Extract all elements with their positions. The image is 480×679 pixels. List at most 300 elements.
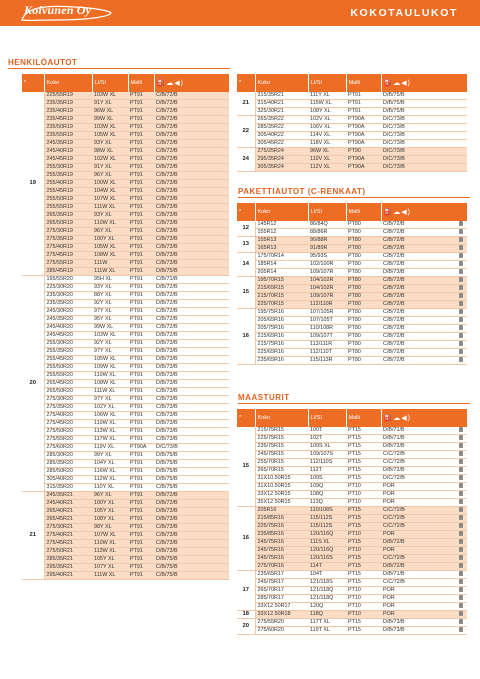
tire-size — [44, 524, 92, 532]
load-speed-index — [92, 372, 128, 380]
load-speed-index-text: 107W XL — [94, 196, 117, 202]
load-speed-index-text: 111W XL — [94, 388, 116, 394]
load-speed-index-text: 102/100R — [310, 261, 334, 267]
tire-size-text: 275/30R19 — [46, 228, 73, 234]
load-speed-index-text: 99Y XL — [94, 452, 112, 458]
table-row — [237, 124, 467, 132]
tire-model — [128, 508, 154, 516]
eu-label-values-text: D/B/72/B — [156, 164, 178, 170]
tire-model-text: PT15 — [348, 523, 361, 529]
load-speed-index — [308, 349, 346, 357]
load-speed-index — [308, 451, 346, 459]
table-row — [237, 611, 467, 619]
eu-label-values-text: D/B/75/B — [156, 460, 178, 466]
eu-label-values-text: C/B/72/B — [383, 333, 405, 339]
tire-model-text: PT15 — [348, 427, 361, 433]
eu-label-values-text: C/B/75/B — [156, 572, 178, 578]
eu-label-values — [154, 108, 229, 116]
tire-size-text: 205/65R16 — [257, 317, 284, 323]
load-speed-index-text: 96W XL — [94, 108, 114, 114]
tire-size-text: 255/35R19 — [46, 172, 73, 178]
load-speed-index-text: 112/110R — [310, 301, 333, 307]
load-speed-index-text: 121/118Q — [310, 595, 334, 601]
eu-label-values-text: D/B/73/B — [156, 428, 178, 434]
noise-label-icon — [459, 627, 463, 632]
tire-size-text: 245/35R20 — [46, 316, 73, 322]
tire-model-text: PT91 — [348, 92, 361, 98]
table-row — [22, 340, 229, 348]
tire-size-text: 275/50R21 — [46, 548, 73, 554]
tire-model — [128, 332, 154, 340]
tire-size-text: 235/35R19 — [46, 100, 73, 106]
tire-model — [128, 284, 154, 292]
table-row — [22, 148, 229, 156]
tire-model-text: PT91 — [130, 348, 143, 354]
tire-model — [346, 619, 381, 627]
load-speed-index-text: 106V XL — [310, 124, 331, 130]
eu-label-values-text: D/B/73/B — [156, 420, 178, 426]
tire-size-text: 275/45R20 — [46, 420, 73, 426]
tire-model — [346, 325, 381, 333]
load-speed-index-text: 96W XL — [310, 148, 330, 154]
load-speed-index-text: 112T — [310, 467, 322, 473]
tire-model-text: PT10 — [348, 547, 361, 553]
load-speed-index — [92, 188, 128, 196]
load-speed-index-text: 115W XL — [310, 100, 332, 106]
tire-model-text: PT15 — [348, 619, 361, 625]
tire-size-text: 225/65R16 — [257, 349, 284, 355]
eu-label-values — [154, 452, 229, 460]
table-row — [237, 467, 467, 475]
tire-size-text: 255/55R19 — [46, 204, 73, 210]
load-speed-index — [92, 132, 128, 140]
eu-label-values — [381, 325, 467, 333]
eu-label-values-text: C/B/72/B — [383, 357, 405, 363]
tire-size — [255, 261, 308, 269]
noise-label-icon — [459, 317, 463, 322]
tire-model — [128, 548, 154, 556]
table-row — [237, 515, 467, 523]
tire-size-text: 235/45R19 — [46, 116, 73, 122]
tire-model-text: PT15 — [348, 571, 361, 577]
eu-label-values — [381, 357, 467, 365]
tire-size — [255, 547, 308, 555]
load-speed-index-text: 93Y XL — [94, 284, 112, 290]
eu-label-values-text: D/B/72/B — [156, 100, 178, 106]
eu-label-values-text: D/B/73/B — [156, 356, 178, 362]
noise-label-icon — [459, 467, 463, 472]
eu-label-values — [154, 252, 229, 260]
load-speed-index — [92, 348, 128, 356]
eu-label-values — [154, 260, 229, 268]
rim-size: 13 — [237, 237, 255, 253]
load-speed-index — [308, 333, 346, 341]
table-row — [237, 357, 467, 365]
eu-label-values-text: C/B/73/B — [156, 172, 178, 178]
rim-size: 15 — [237, 427, 255, 507]
load-speed-index-text: 91Y XL — [94, 164, 112, 170]
tire-size-text: 285/70R17 — [257, 595, 284, 601]
load-speed-index — [308, 309, 346, 317]
tire-model-text: PT80 — [348, 229, 361, 235]
tire-size — [44, 452, 92, 460]
load-speed-index — [92, 460, 128, 468]
eu-label-values-text: C/B/72/B — [156, 316, 178, 322]
tire-model — [346, 156, 381, 164]
table-row — [22, 380, 229, 388]
tire-size-text: 245/75R16 — [257, 539, 284, 545]
eu-label-values-text: D/B/73/B — [156, 516, 178, 522]
tire-model-text: PT91 — [130, 308, 143, 314]
tire-size — [44, 316, 92, 324]
tire-model-text: PT91 — [130, 556, 143, 562]
load-speed-index-text: 105Y XL — [94, 508, 115, 514]
tire-size-text: 275/55R19 — [46, 260, 73, 266]
tire-size-text: 215/75R15 — [257, 427, 284, 433]
load-speed-index — [308, 301, 346, 309]
load-speed-index — [308, 547, 346, 555]
load-speed-index-text: 113/111R — [310, 341, 333, 347]
tire-model-text: PT91 — [130, 204, 143, 210]
load-speed-index-text: 121/118S — [310, 579, 333, 585]
eu-label-values-text: D/B/72/B — [156, 500, 178, 506]
table-row — [237, 603, 467, 611]
eu-label-values — [154, 148, 229, 156]
tire-model — [128, 340, 154, 348]
load-speed-index — [308, 277, 346, 285]
tire-model — [128, 300, 154, 308]
eu-label-values-text: D/B/71/B — [383, 427, 405, 433]
tire-size-text: 305/40R20 — [46, 476, 73, 482]
tire-model — [346, 124, 381, 132]
rim-size: 12 — [237, 221, 255, 237]
tire-model-text: PT91 — [130, 284, 143, 290]
eu-label-values-text: D/B/73/B — [156, 364, 178, 370]
tire-size — [255, 595, 308, 603]
eu-label-values — [381, 148, 467, 156]
load-speed-index-text: 115/113R — [310, 357, 333, 363]
tire-model — [128, 228, 154, 236]
load-speed-index-text: 104/102R — [310, 277, 334, 283]
eu-label-values — [154, 356, 229, 364]
load-speed-index-text: 88/86R — [310, 229, 328, 235]
load-speed-index-text: 95/93S — [310, 253, 328, 259]
tire-model-text: PT91 — [130, 132, 143, 138]
eu-label-values — [154, 420, 229, 428]
eu-label-values-text: D/B/75/B — [383, 92, 405, 98]
table-row — [22, 172, 229, 180]
eu-label-values-text: C/B/72/B — [156, 92, 178, 98]
eu-label-values-text: D/B/72/B — [156, 332, 178, 338]
table-row — [22, 268, 229, 276]
eu-label-values-text: D/C/73/B — [383, 124, 405, 130]
tire-size-text: 305/40R22 — [257, 132, 284, 138]
tire-size-text: 235/85R16 — [257, 531, 284, 537]
load-speed-index — [308, 459, 346, 467]
eu-label-values — [154, 572, 229, 580]
load-speed-index-text: 100Y XL — [94, 236, 115, 242]
table-row — [237, 341, 467, 349]
noise-label-icon — [459, 309, 463, 314]
tire-size-text: 245/40R19 — [46, 148, 73, 154]
table-row — [22, 452, 229, 460]
tire-size — [44, 156, 92, 164]
tire-size-text: 305/45R22 — [257, 140, 284, 146]
tire-size — [44, 508, 92, 516]
load-speed-index-text: 111S XL — [310, 539, 330, 545]
tire-size-text: 265/45R20 — [46, 380, 73, 386]
tire-size — [255, 325, 308, 333]
eu-label-values — [381, 156, 467, 164]
tire-model — [128, 468, 154, 476]
tire-size-text: 245/75R16 — [257, 547, 284, 553]
eu-label-values-text: D/B/73/B — [156, 348, 178, 354]
tire-size — [255, 269, 308, 277]
load-speed-index — [308, 467, 346, 475]
eu-label-values-text: C/B/72/B — [383, 285, 405, 291]
load-speed-index-text: 117W XL — [94, 436, 116, 442]
rim-size: 20 — [237, 619, 255, 635]
load-speed-index-text: 103W XL — [94, 332, 117, 338]
section-rule — [238, 197, 470, 198]
tire-model-text: PT91 — [130, 228, 143, 234]
load-speed-index — [92, 172, 128, 180]
tire-size — [255, 108, 308, 116]
tire-model — [128, 516, 154, 524]
tire-size-text: 195/55R20 — [46, 276, 73, 282]
load-speed-index-text: 110W XL — [94, 420, 116, 426]
col-malli: Malli — [346, 74, 381, 92]
noise-label-icon — [459, 357, 463, 362]
tire-model-text: PT90A — [348, 164, 365, 170]
tire-model — [346, 309, 381, 317]
table-row — [237, 245, 467, 253]
tire-size — [255, 156, 308, 164]
tire-size — [255, 285, 308, 293]
load-speed-index-text: 95H XL — [94, 276, 112, 282]
load-speed-index-text: 111W XL — [94, 268, 116, 274]
tire-model — [128, 388, 154, 396]
eu-label-values-text: C/B/72/B — [156, 108, 178, 114]
tire-model-text: PT91 — [130, 356, 143, 362]
eu-label-values — [154, 340, 229, 348]
tire-model — [128, 348, 154, 356]
table-row — [22, 532, 229, 540]
tire-size-text: 275/60R20 — [257, 627, 284, 633]
load-speed-index-text: 105W XL — [94, 244, 117, 250]
table-row — [237, 427, 467, 435]
tire-model — [128, 156, 154, 164]
table-row — [22, 508, 229, 516]
tire-model-text: PT15 — [348, 507, 361, 513]
eu-label-values-text: D/B/75/B — [383, 100, 405, 106]
eu-label-values-text: D/B/75/B — [156, 476, 178, 482]
table-row — [237, 571, 467, 579]
noise-label-icon — [459, 587, 463, 592]
tire-size — [44, 324, 92, 332]
eu-label-values — [154, 212, 229, 220]
eu-label-values — [154, 92, 229, 100]
load-speed-index-text: 120/116S — [310, 555, 333, 561]
eu-label-values — [381, 333, 467, 341]
tire-model — [128, 556, 154, 564]
tire-model — [346, 229, 381, 237]
tire-model-text: PT80 — [348, 253, 361, 259]
col-lisi: LI/SI — [308, 203, 346, 221]
load-speed-index — [308, 507, 346, 515]
tire-size — [44, 140, 92, 148]
tire-model — [128, 268, 154, 276]
eu-label-values — [381, 427, 467, 435]
tire-model — [128, 500, 154, 508]
eu-label-values — [154, 564, 229, 572]
noise-label-icon — [459, 451, 463, 456]
eu-label-values-text: D/B/73/B — [156, 508, 178, 514]
tire-model — [346, 627, 381, 635]
tire-model — [346, 459, 381, 467]
tire-size — [255, 140, 308, 148]
table-row — [237, 148, 467, 156]
load-speed-index — [308, 293, 346, 301]
table-maasturit — [237, 409, 467, 635]
table-row — [22, 180, 229, 188]
load-speed-index — [92, 540, 128, 548]
tire-size-text: 255/40R19 — [46, 180, 73, 186]
tire-model-text: PT91 — [130, 260, 143, 266]
eu-label-icons: ⛽☁◀) — [381, 74, 467, 92]
load-speed-index — [308, 108, 346, 116]
tire-size-text: 225/70R15 — [257, 301, 284, 307]
tire-size — [44, 108, 92, 116]
tire-size-text: 265/40R21 — [46, 508, 73, 514]
tire-size-text: 235/65R17 — [257, 571, 284, 577]
load-speed-index — [92, 364, 128, 372]
eu-label-values-text: D/B/72/B — [156, 284, 178, 290]
load-speed-index-text: 109S — [310, 475, 323, 481]
eu-label-values-text: D/B/72/B — [156, 292, 178, 298]
tire-model — [346, 221, 381, 229]
tire-size-text: 295/40R21 — [46, 572, 73, 578]
tire-model-text: PT15 — [348, 515, 361, 521]
load-speed-index — [92, 412, 128, 420]
load-speed-index — [92, 524, 128, 532]
tire-model — [346, 108, 381, 116]
table-row — [22, 260, 229, 268]
tire-size — [255, 317, 308, 325]
rim-size: 22 — [237, 116, 255, 148]
load-speed-index-text: 105W XL — [94, 132, 117, 138]
eu-label-values-text: D/C/73/B — [383, 116, 405, 122]
load-speed-index — [308, 124, 346, 132]
eu-label-values — [381, 475, 467, 483]
tire-model-text: PT10 — [348, 595, 361, 601]
tire-size-text: 275/40R21 — [46, 532, 73, 538]
load-speed-index-text: 90/88R — [310, 237, 328, 243]
tire-model-text: PT15 — [348, 451, 361, 457]
load-speed-index-text: 109/107T — [310, 333, 333, 339]
eu-label-values-text: C/B/73/B — [156, 404, 178, 410]
load-speed-index — [308, 427, 346, 435]
eu-label-values-text: C/B/73/B — [156, 236, 178, 242]
eu-label-values-text: C/B/72/B — [383, 301, 405, 307]
load-speed-index — [92, 196, 128, 204]
tire-model-text: PT15 — [348, 435, 361, 441]
eu-label-values — [154, 444, 229, 452]
table-row — [237, 285, 467, 293]
tire-model-text: PT91 — [130, 436, 143, 442]
table-row — [237, 507, 467, 515]
load-speed-index-text: 112/110S — [310, 459, 333, 465]
tire-model — [128, 564, 154, 572]
table-row — [22, 428, 229, 436]
tire-model-text: PT80 — [348, 317, 361, 323]
eu-label-values-text: C/B/72/B — [156, 124, 178, 130]
table-row — [237, 301, 467, 309]
eu-label-values — [154, 548, 229, 556]
tire-model-text: PT80 — [348, 325, 361, 331]
load-speed-index-text: 115/112S — [310, 523, 333, 529]
table-row — [237, 164, 467, 172]
tire-size — [255, 301, 308, 309]
tire-model-text: PT91 — [130, 276, 143, 282]
tire-size-text: 255/30R19 — [46, 164, 73, 170]
load-speed-index — [92, 124, 128, 132]
load-speed-index — [92, 468, 128, 476]
eu-label-values — [381, 269, 467, 277]
table-row — [237, 237, 467, 245]
tire-model — [346, 148, 381, 156]
table-row — [237, 491, 467, 499]
load-speed-index-text: 118Q — [310, 611, 323, 617]
load-speed-index-text: 109/107S — [310, 451, 334, 457]
eu-label-values — [154, 516, 229, 524]
eu-label-values — [381, 515, 467, 523]
tire-model — [346, 491, 381, 499]
eu-label-values-text: C/C/72/B — [383, 555, 405, 561]
eu-label-values-text: D/C/73/B — [156, 444, 178, 450]
table-row — [22, 188, 229, 196]
load-speed-index-text: 110Y XL — [94, 484, 115, 490]
table-row — [22, 220, 229, 228]
tire-size-text: 285/50R20 — [46, 468, 73, 474]
load-speed-index — [92, 324, 128, 332]
eu-label-values — [381, 459, 467, 467]
tire-model — [346, 499, 381, 507]
tire-model — [128, 476, 154, 484]
eu-label-values-text: C/B/72/B — [383, 261, 405, 267]
load-speed-index-text: 104T — [310, 571, 323, 577]
noise-label-icon — [459, 483, 463, 488]
tire-model-text: PT91 — [130, 220, 143, 226]
table-row — [237, 563, 467, 571]
tire-size-text: 295/35R21 — [46, 564, 73, 570]
noise-label-icon — [459, 515, 463, 520]
load-speed-index-text: 100T — [310, 427, 323, 433]
tire-model-text: PT91 — [130, 564, 143, 570]
tire-model — [346, 100, 381, 108]
tire-size — [255, 539, 308, 547]
tire-model-text: PT91 — [130, 364, 143, 370]
tire-size — [44, 148, 92, 156]
tire-model — [128, 132, 154, 140]
tire-model-text: PT91 — [130, 516, 143, 522]
tire-model — [128, 356, 154, 364]
tire-size-text: 225/75R15 — [257, 435, 284, 441]
table-row — [22, 252, 229, 260]
tire-size-text: 255/50R20 — [46, 364, 73, 370]
load-speed-index-text: 104/102R — [310, 285, 334, 291]
tire-model-text: PT91 — [348, 100, 361, 106]
